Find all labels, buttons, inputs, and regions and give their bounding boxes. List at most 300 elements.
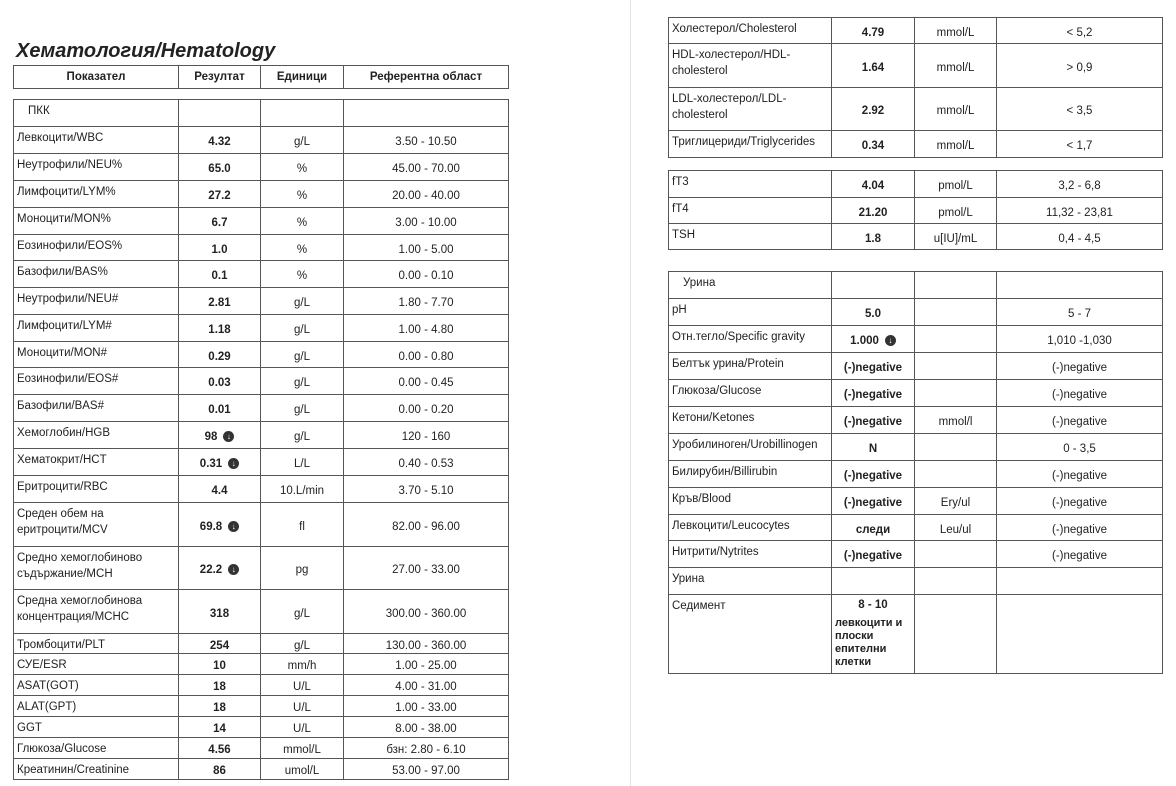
result-value-text: 69.8 [199, 520, 223, 533]
test-name [669, 407, 832, 434]
result-value [832, 171, 915, 198]
reference-range-text: (-)negative [1052, 497, 1107, 509]
test-name-text: Кетони/Ketones [672, 412, 755, 424]
unit [261, 261, 344, 288]
unit-text: mmol/L [283, 744, 321, 756]
unit [261, 759, 344, 780]
result-value [832, 380, 915, 407]
low-flag-icon: ↓ [885, 335, 896, 346]
test-name [669, 171, 832, 198]
unit [915, 541, 997, 568]
reference-range-text: 1.80 - 7.70 [398, 297, 454, 309]
reference-range-text: 3.70 - 5.10 [398, 485, 454, 497]
test-name [14, 717, 179, 738]
test-name [14, 181, 179, 208]
test-name-text: fT3 [672, 176, 689, 188]
test-name-text: Глюкоза/Glucose [672, 385, 762, 397]
result-value-text: следи [855, 523, 891, 536]
reference-range [344, 288, 509, 315]
test-name [14, 127, 179, 154]
unit-text: umol/L [284, 765, 320, 777]
test-name [14, 503, 179, 547]
unit-text: g/L [294, 136, 310, 148]
test-name [14, 547, 179, 590]
test-name-text: Моноцити/MON# [17, 347, 107, 359]
result-value [179, 476, 261, 503]
result-value-text: 4.04 [861, 180, 885, 192]
test-name [14, 476, 179, 503]
result-value [179, 738, 261, 759]
reference-range-text: 0.00 - 0.45 [398, 377, 454, 389]
test-name [14, 654, 179, 675]
reference-range-text: 130.00 - 360.00 [385, 639, 467, 652]
test-name-text: Хемоглобин/HGB [17, 427, 111, 439]
test-name [669, 380, 832, 407]
reference-range-text: 0.00 - 0.80 [398, 350, 454, 363]
unit [915, 171, 997, 198]
sediment-description: левкоцити и плоски епителни клетки [835, 617, 903, 668]
test-name-text: Лимфоцити/LYM# [17, 320, 112, 332]
result-value-text: 4.32 [208, 136, 231, 148]
reference-range-text: 20.00 - 40.00 [392, 190, 460, 202]
reference-range [997, 88, 1163, 131]
result-value [832, 299, 915, 326]
test-name [669, 434, 832, 461]
result-value-text: (-)negative [843, 416, 903, 428]
result-value-text: 5.0 [865, 308, 881, 320]
test-name-text: ALAT(GPT) [17, 701, 77, 713]
test-name-text: Креатинин/Creatinine [17, 764, 130, 776]
result-value [179, 100, 261, 127]
reference-range [997, 568, 1163, 595]
table-row [14, 759, 509, 780]
reference-range [344, 634, 509, 654]
result-value [179, 675, 261, 696]
test-name [14, 422, 179, 449]
result-value [832, 541, 915, 568]
unit-text: % [296, 190, 308, 202]
table-row [14, 717, 509, 738]
result-value [832, 461, 915, 488]
table-row [14, 449, 509, 476]
test-name-text: Базофили/BAS# [17, 400, 104, 412]
unit [261, 181, 344, 208]
unit-text: mmol/l [938, 416, 973, 428]
test-name [669, 461, 832, 488]
unit [915, 44, 997, 88]
result-value [832, 18, 915, 44]
result-value-text: 4.4 [211, 485, 228, 497]
test-name-text: Неутрофили/NEU% [17, 159, 123, 171]
result-value [832, 515, 915, 541]
reference-range-text: 45.00 - 70.00 [392, 163, 460, 175]
reference-range-text: 0.40 - 0.53 [398, 458, 454, 470]
table-row [669, 44, 1163, 88]
result-value-text: 4.79 [861, 26, 885, 39]
result-value [832, 407, 915, 434]
result-value [179, 261, 261, 288]
test-name [669, 18, 832, 44]
reference-range [344, 261, 509, 288]
test-name [669, 595, 832, 674]
unit-text: g/L [294, 404, 310, 416]
result-value-text: 1.64 [861, 61, 885, 74]
unit-text: fl [299, 520, 305, 533]
result-value-text: 318 [209, 607, 230, 620]
test-name [669, 353, 832, 380]
test-name-text: Урина [683, 277, 716, 289]
reference-range-text: 3.00 - 10.00 [395, 217, 457, 229]
unit-text: mmol/L [936, 26, 975, 39]
unit-text: U/L [293, 702, 311, 714]
result-value-text: (-)negative [843, 497, 903, 509]
result-value [832, 595, 915, 674]
test-name-text: Нитрити/Nytrites [672, 546, 759, 558]
low-flag-icon: ↓ [228, 564, 239, 575]
result-value-text: (-)negative [843, 362, 903, 374]
table-row [669, 461, 1163, 488]
result-value-text: 18 [213, 681, 226, 693]
reference-range-text: 1.00 - 5.00 [398, 243, 454, 256]
reference-range [344, 422, 509, 449]
table-row [669, 198, 1163, 224]
result-value [179, 395, 261, 422]
test-name-text: LDL-холестерол/LDL-cholesterol [672, 93, 787, 121]
result-value [179, 590, 261, 634]
reference-range [344, 738, 509, 759]
reference-range-text: 82.00 - 96.00 [392, 520, 460, 533]
unit-text: mmol/L [936, 61, 975, 74]
test-name [669, 515, 832, 541]
reference-range [344, 449, 509, 476]
reference-range-text: (-)negative [1052, 550, 1107, 562]
test-name [14, 675, 179, 696]
result-value-text: 0.29 [208, 350, 231, 363]
reference-range-text: (-)negative [1052, 523, 1107, 536]
unit [261, 738, 344, 759]
reference-range [344, 181, 509, 208]
table-row [14, 181, 509, 208]
test-name-text: Билирубин/Billirubin [672, 466, 778, 478]
test-name-text: Кръв/Blood [672, 493, 731, 505]
result-value [179, 503, 261, 547]
reference-range-text: 5 - 7 [1067, 308, 1091, 320]
unit-text: U/L [293, 681, 311, 693]
table-row [669, 515, 1163, 541]
low-flag-icon: ↓ [228, 458, 239, 469]
unit [915, 224, 997, 250]
result-value-text: 18 [213, 702, 226, 714]
reference-range [997, 18, 1163, 44]
unit [915, 326, 997, 353]
result-value [832, 88, 915, 131]
reference-range-text: 3.50 - 10.50 [395, 136, 457, 148]
table-row [669, 326, 1163, 353]
unit [261, 476, 344, 503]
result-value-text: 0.31 [199, 458, 223, 470]
unit [261, 449, 344, 476]
reference-range [344, 590, 509, 634]
result-value-text: 22.2 [199, 564, 223, 576]
unit [261, 654, 344, 675]
reference-range-text: < 1,7 [1066, 140, 1093, 152]
test-name-text: Средно хемоглобиново съдържание/MCH [17, 552, 143, 580]
reference-range [344, 654, 509, 675]
test-name-text: ПКК [28, 105, 50, 117]
unit-text: g/L [294, 639, 310, 652]
result-value [832, 131, 915, 158]
reference-range-text: 0 - 3,5 [1063, 443, 1096, 455]
unit [261, 100, 344, 127]
test-name-text: Среден обем на еритроцити/MCV [17, 508, 108, 536]
test-name-text: Неутрофили/NEU# [17, 293, 119, 305]
unit [261, 696, 344, 717]
result-value [179, 208, 261, 235]
reference-range-text: 27.00 - 33.00 [392, 564, 460, 576]
reference-range [997, 198, 1163, 224]
header-units: Единици [261, 66, 344, 89]
table-row [14, 675, 509, 696]
test-name [669, 198, 832, 224]
result-value-text: 0.34 [861, 140, 885, 152]
reference-range [344, 675, 509, 696]
unit [261, 235, 344, 261]
result-value [179, 634, 261, 654]
result-value-text: 10 [213, 660, 226, 672]
test-name [14, 315, 179, 342]
reference-range [344, 476, 509, 503]
test-name-text: Базофили/BAS% [17, 266, 108, 278]
test-name-text: Триглицериди/Triglycerides [672, 136, 816, 148]
unit [915, 461, 997, 488]
result-value-text: 1.000 [850, 335, 879, 347]
unit [915, 595, 997, 674]
reference-range-text: (-)negative [1052, 389, 1107, 401]
test-name [669, 488, 832, 515]
header-result: Резултат [179, 66, 261, 89]
urine-table [668, 271, 1163, 674]
test-name-text: Еозинофили/EOS% [17, 240, 123, 252]
test-name [14, 449, 179, 476]
result-value-text: 1.0 [211, 243, 228, 256]
test-name [14, 235, 179, 261]
test-name [669, 44, 832, 88]
lipids-table [668, 17, 1163, 158]
table-row [14, 422, 509, 449]
test-name [14, 342, 179, 368]
unit-text: pmol/L [938, 206, 973, 219]
unit [915, 515, 997, 541]
test-name-text: fT4 [672, 203, 689, 215]
result-value [179, 449, 261, 476]
reference-range [344, 503, 509, 547]
table-row [669, 299, 1163, 326]
table-row [669, 88, 1163, 131]
unit-text: g/L [294, 607, 310, 620]
test-name-text: Левкоцити/Leucocytes [672, 520, 790, 532]
unit [915, 131, 997, 158]
result-value [832, 224, 915, 250]
unit-text: 10.L/min [279, 485, 325, 497]
table-row [14, 342, 509, 368]
test-name [669, 131, 832, 158]
result-value [179, 759, 261, 780]
table-row [14, 590, 509, 634]
unit-text: mmol/L [936, 105, 975, 117]
test-name [14, 288, 179, 315]
reference-range-text: бзн: 2.80 - 6.10 [386, 744, 466, 756]
reference-range-text: 3,2 - 6,8 [1058, 180, 1101, 192]
unit-text: % [296, 217, 308, 229]
reference-range [997, 272, 1163, 299]
result-value [179, 235, 261, 261]
unit-text: % [296, 243, 308, 256]
unit [261, 315, 344, 342]
unit [915, 353, 997, 380]
table-row [669, 272, 1163, 299]
unit [261, 154, 344, 181]
unit-text: U/L [293, 723, 311, 735]
result-value [179, 696, 261, 717]
test-name [14, 100, 179, 127]
reference-range-text: > 0,9 [1066, 61, 1093, 74]
test-name-text: Глюкоза/Glucose [17, 743, 107, 755]
reference-range [344, 342, 509, 368]
table-row [669, 224, 1163, 250]
result-value [832, 434, 915, 461]
result-value-text: 8 - 10 [858, 599, 888, 611]
test-name-text: Левкоцити/WBC [17, 132, 104, 144]
reference-range-text: 11,32 - 23,81 [1046, 206, 1113, 219]
result-value-text: 1.8 [865, 232, 881, 245]
result-value [832, 272, 915, 299]
unit-text: pmol/L [938, 180, 973, 192]
result-value [832, 353, 915, 380]
unit [261, 288, 344, 315]
test-name [669, 224, 832, 250]
reference-range [344, 235, 509, 261]
table-row [14, 235, 509, 261]
test-name-text: Тромбоцити/PLT [17, 639, 106, 651]
reference-range-text: 4.00 - 31.00 [395, 681, 457, 693]
result-value [832, 44, 915, 88]
test-name-text: HDL-холестерол/HDL-cholesterol [672, 49, 791, 77]
unit [261, 342, 344, 368]
result-value-text: (-)negative [843, 470, 903, 482]
unit [915, 198, 997, 224]
test-name-text: Средна хемоглобинова концентрация/MCHC [17, 595, 143, 623]
table-row [669, 434, 1163, 461]
test-name-text: Белтък урина/Protein [672, 358, 784, 370]
unit-text: Ery/ul [940, 497, 971, 509]
test-name [14, 395, 179, 422]
result-value-text: 0.01 [208, 404, 231, 416]
reference-range-text: < 5,2 [1066, 26, 1093, 39]
result-value [179, 422, 261, 449]
reference-range-text: 300.00 - 360.00 [385, 607, 467, 620]
reference-range-text: 1.00 - 25.00 [395, 660, 457, 672]
test-name-text: Еритроцити/RBC [17, 481, 108, 493]
table-row [14, 634, 509, 654]
table-row [14, 503, 509, 547]
result-value-text: 2.92 [861, 105, 885, 117]
table-row [14, 368, 509, 395]
test-name [669, 568, 832, 595]
result-value-text: (-)negative [843, 389, 903, 401]
unit [261, 717, 344, 738]
table-row [14, 315, 509, 342]
table-row [14, 208, 509, 235]
table-row [669, 18, 1163, 44]
table-row [14, 395, 509, 422]
reference-range [997, 434, 1163, 461]
unit [915, 488, 997, 515]
reference-range-text: 0.00 - 0.20 [398, 404, 454, 416]
unit-text: u[IU]/mL [933, 232, 978, 245]
test-name-text: TSH [672, 229, 695, 241]
reference-range [997, 380, 1163, 407]
test-name [14, 368, 179, 395]
result-value-text: 0.03 [208, 377, 231, 389]
test-name [669, 272, 832, 299]
table-row [14, 547, 509, 590]
test-name [669, 299, 832, 326]
reference-range [997, 171, 1163, 198]
result-value-text: 254 [209, 639, 230, 652]
unit-text: g/L [294, 297, 310, 309]
result-value-text: 27.2 [208, 190, 231, 202]
table-row [669, 380, 1163, 407]
table-row [14, 127, 509, 154]
test-name-text: Холестерол/Cholesterol [672, 23, 797, 35]
result-value-text: 0.1 [211, 270, 228, 282]
result-value-text: 86 [213, 765, 226, 777]
result-value [179, 717, 261, 738]
reference-range-text: 0.00 - 0.10 [398, 270, 454, 282]
test-name [14, 154, 179, 181]
result-value-text: 4.56 [208, 744, 231, 756]
unit [261, 675, 344, 696]
table-row [669, 595, 1163, 674]
test-name-text: Уробилиноген/Urobillinogen [672, 439, 818, 451]
reference-range [997, 461, 1163, 488]
table-row [14, 288, 509, 315]
unit [261, 368, 344, 395]
unit [261, 422, 344, 449]
reference-range [344, 208, 509, 235]
reference-range-text: (-)negative [1052, 362, 1107, 374]
result-value [832, 568, 915, 595]
reference-range [344, 759, 509, 780]
reference-range [997, 326, 1163, 353]
test-name [14, 261, 179, 288]
result-value-text: 6.7 [211, 217, 228, 229]
unit [915, 299, 997, 326]
test-name [14, 208, 179, 235]
test-name-text: Еозинофили/EOS# [17, 373, 119, 385]
result-value [832, 488, 915, 515]
result-value [179, 368, 261, 395]
reference-range [344, 100, 509, 127]
result-value-text: 21.20 [858, 206, 888, 219]
table-row [669, 131, 1163, 158]
unit-text: pg [295, 564, 309, 576]
table-row [14, 261, 509, 288]
reference-range-text: 0,4 - 4,5 [1058, 232, 1101, 245]
test-name-text: Отн.тегло/Specific gravity [672, 331, 805, 343]
reference-range [997, 595, 1163, 674]
unit [915, 380, 997, 407]
